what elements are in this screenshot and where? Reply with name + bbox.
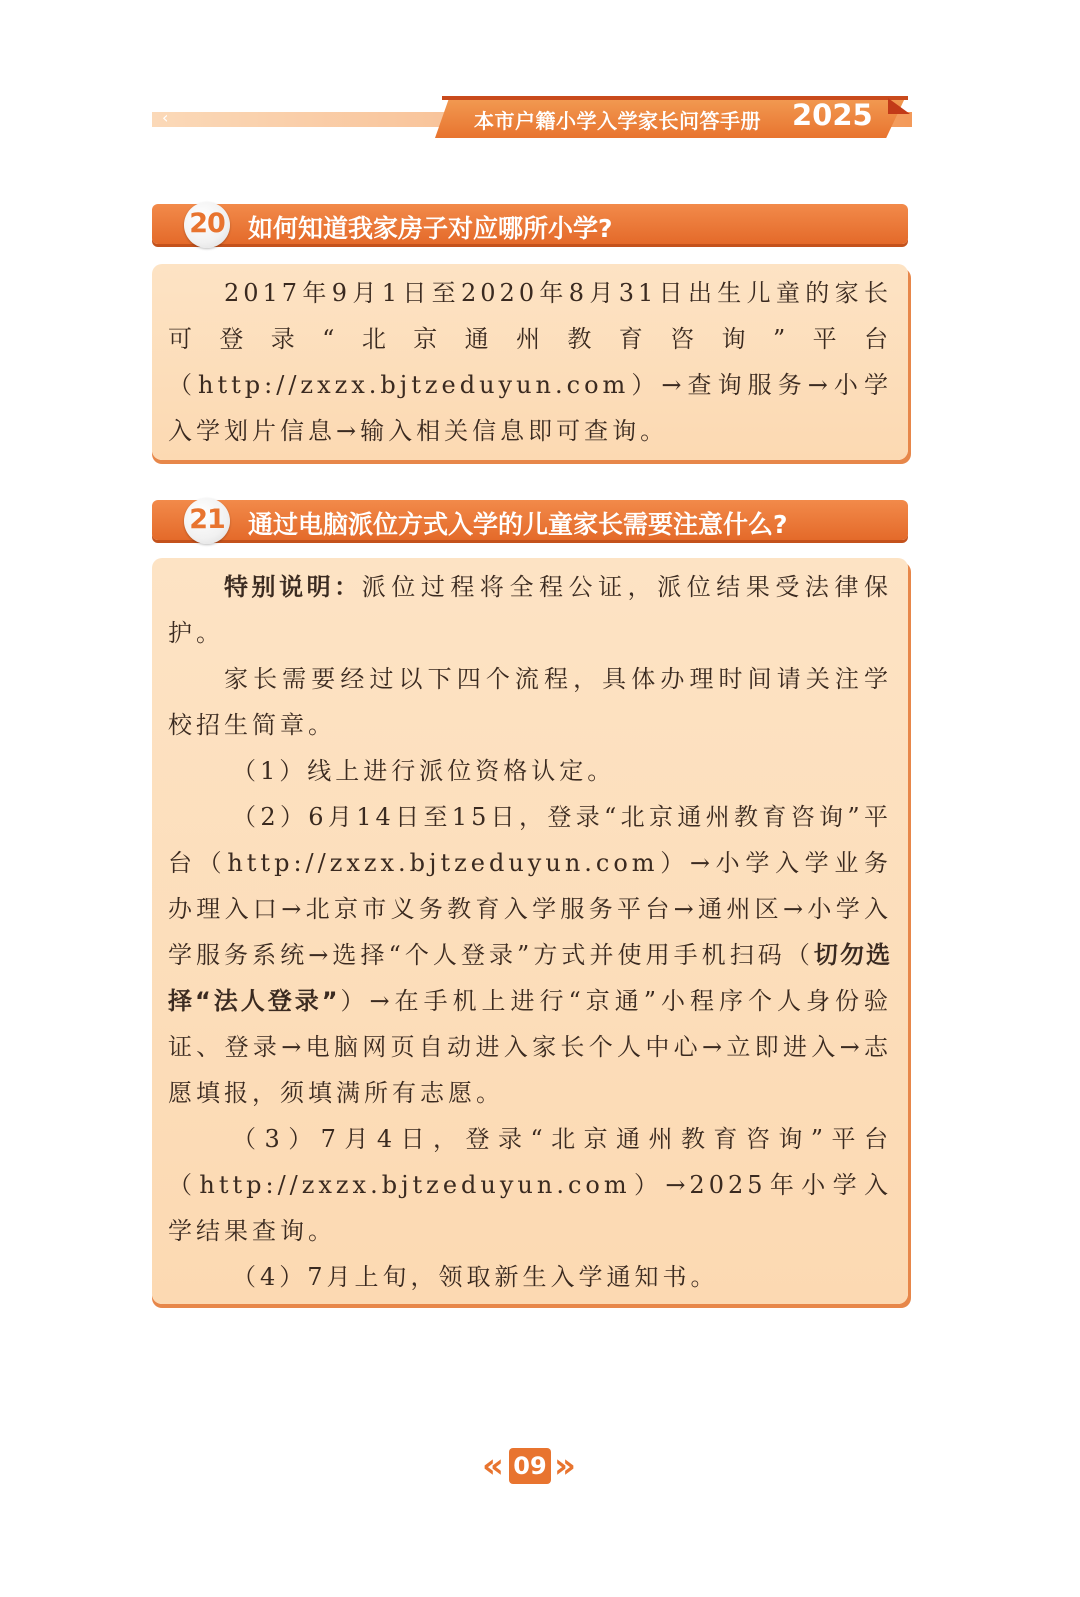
handbook-title: 本市户籍小学入学家长问答手册 [474,109,761,133]
step-2-warning: 切勿选择“法人登录” [168,941,892,1015]
question-title: 通过电脑派位方式入学的儿童家长需要注意什么? [248,510,788,539]
page-number-text: 09 [513,1452,547,1480]
back-chevron-icon[interactable]: ‹ [162,108,169,127]
question-number: 20 [189,208,225,239]
intro-paragraph: 家长需要经过以下四个流程，具体办理时间请关注学校招生简章。 [168,665,892,739]
step-2-text-b: ）→在手机上进行“京通”小程序个人身份验证、登录→电脑网页自动进入家长个人中心→立即进入→志愿填报，须填满所有志愿。 [168,987,892,1107]
step-2-text-a: （2）6月14日至15日，登录“北京通州教育咨询”平台（http://zxzx.bjtzeduyun.com）→小学入学业务办理入口→北京市义务教育入学服务平台→通州区→小学入学服务系统→选择“个人登录”方式并使用手机扫码（ [168,803,892,969]
question-number: 21 [189,504,225,535]
special-note [168,564,892,656]
step-1: （1）线上进行派位资格认定。 [232,757,616,785]
question-21-bar [152,500,908,540]
answer-paragraph: 2017年9月1日至2020年8月31日出生儿童的家长可登录“北京通州教育咨询”平台（http://zxzx.bjtzeduyun.com）→查询服务→小学入学划片信息→输入相关信息即可查询。 [168,279,892,445]
special-note-label: 特别说明： [224,573,362,601]
step-3: （3）7月4日，登录“北京通州教育咨询”平台（http://zxzx.bjtzeduyun.com）→2025年小学入学结果查询。 [168,1125,892,1245]
answer-20-box [152,264,908,460]
handbook-year: 2025 [792,98,873,132]
special-note-text: 派位过程将全程公证，派位结果受法律保护。 [168,573,893,647]
question-title: 如何知道我家房子对应哪所小学? [248,214,613,243]
question-20-bar [152,204,908,244]
page-number [482,1444,578,1488]
page-header [152,96,912,140]
step-4: （4）7月上旬，领取新生入学通知书。 [232,1263,719,1291]
step-2 [168,794,892,1116]
chevron-right-icon: » [554,1446,576,1486]
chevron-left-icon: « [482,1446,504,1486]
answer-21-box [152,558,908,1304]
